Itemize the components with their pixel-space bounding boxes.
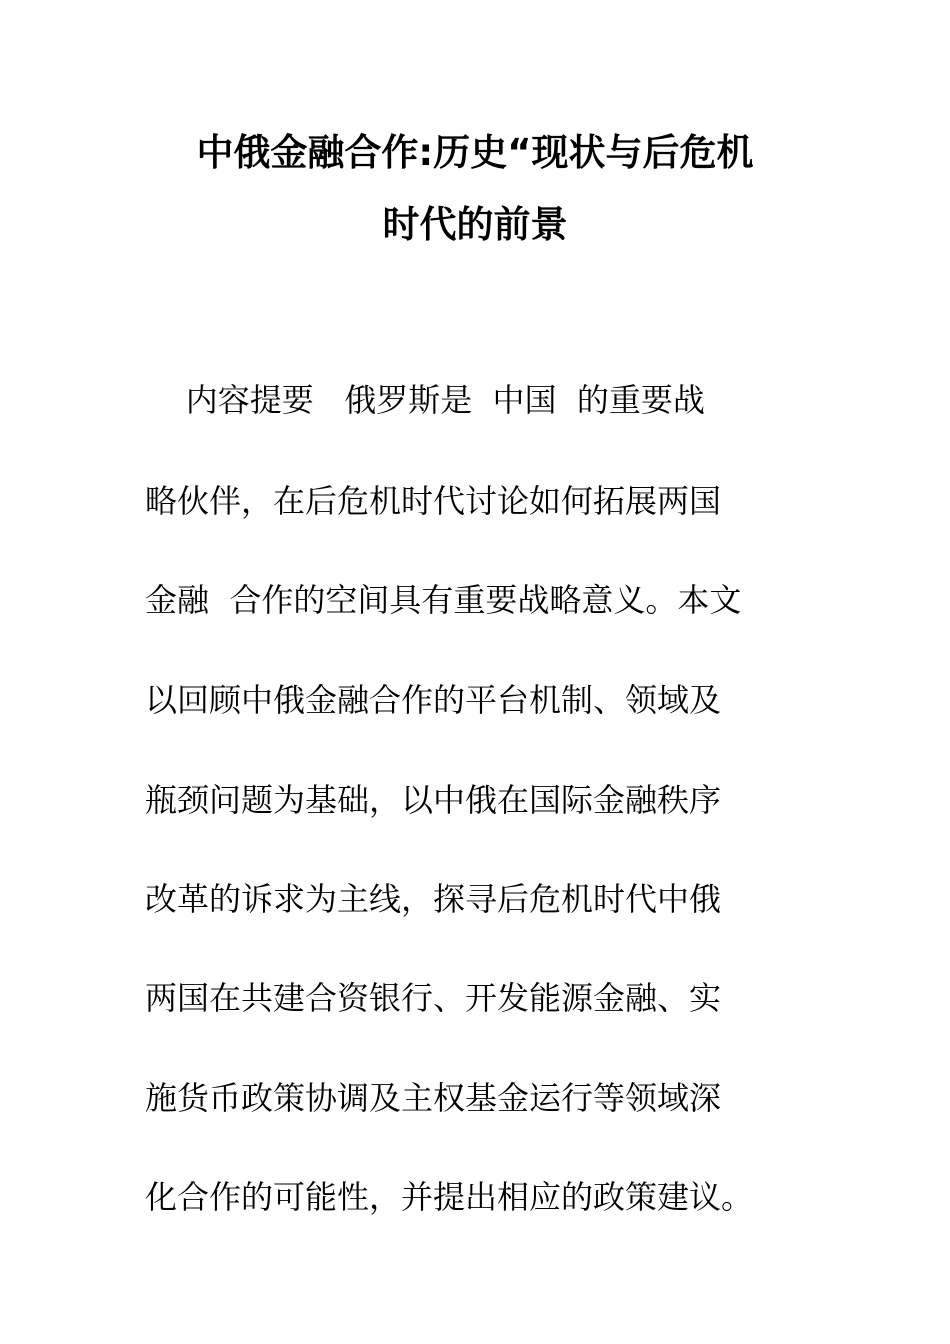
- abstract-line-6: 改革的诉求为主线，探寻后危机时代中俄: [145, 880, 722, 918]
- abstract-line-2: 略伙伴，在后危机时代讨论如何拓展两国: [145, 482, 722, 520]
- abstract-line-8: 施货币政策协调及主权基金运行等领域深: [145, 1079, 722, 1117]
- abstract-line-9: 化合作的可能性，并提出相应的政策建议。: [145, 1178, 754, 1216]
- abstract-line-7: 两国在共建合资银行、开发能源金融、实: [145, 979, 722, 1017]
- abstract-line-5: 瓶颈问题为基础，以中俄在国际金融秩序: [145, 781, 722, 819]
- abstract-line-3: 金融 合作的空间具有重要战略意义。本文: [145, 581, 742, 619]
- abstract-line-1: 内容提要 俄罗斯是 中国 的重要战: [145, 381, 705, 419]
- document-title-line-1: 中俄金融合作:历史“现状与后危机: [196, 131, 754, 174]
- abstract-line-4: 以回顾中俄金融合作的平台机制、领域及: [145, 681, 722, 719]
- document-title-line-2: 时代的前景: [382, 203, 568, 246]
